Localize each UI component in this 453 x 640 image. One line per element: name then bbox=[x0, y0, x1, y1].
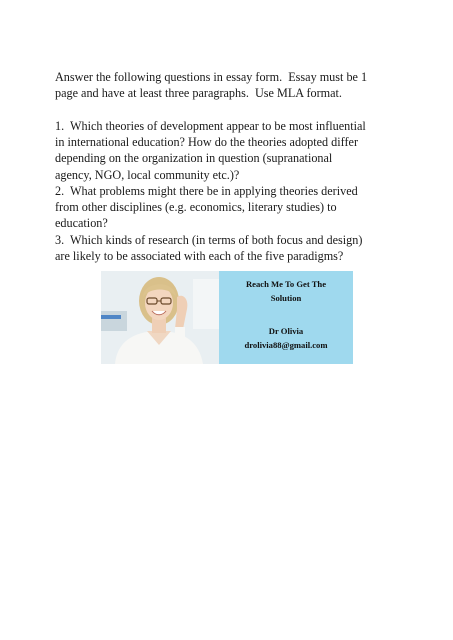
ad-headline-line-1: Reach Me To Get The bbox=[245, 279, 327, 289]
contact-ad-banner bbox=[101, 271, 353, 364]
contact-info-panel bbox=[219, 271, 353, 364]
question-3: 3. Which kinds of research (in terms of both focus and design) are likely to be associated with each of the five paradigms? bbox=[55, 233, 363, 264]
ad-headline-line-2: Solution bbox=[270, 293, 302, 303]
woman-with-glasses-photo bbox=[101, 271, 219, 364]
question-1: 1. Which theories of development appear to be most influential in international education? How do the theories adopted differ depending on the organization in question (supranational agency, NGO, local community etc.)? bbox=[55, 119, 366, 182]
question-2: 2. What problems might there be in applying theories derived from other disciplines (e.g. economics, literary studies) to education? bbox=[55, 184, 358, 231]
contact-email[interactable]: drolivia88@gmail.com bbox=[244, 340, 328, 350]
contact-name: Dr Olivia bbox=[268, 326, 304, 336]
instructions-paragraph: Answer the following questions in essay form. Essay must be 1 page and have at least three paragraphs. Use MLA format. bbox=[55, 70, 368, 101]
portrait-illustration bbox=[101, 271, 219, 364]
